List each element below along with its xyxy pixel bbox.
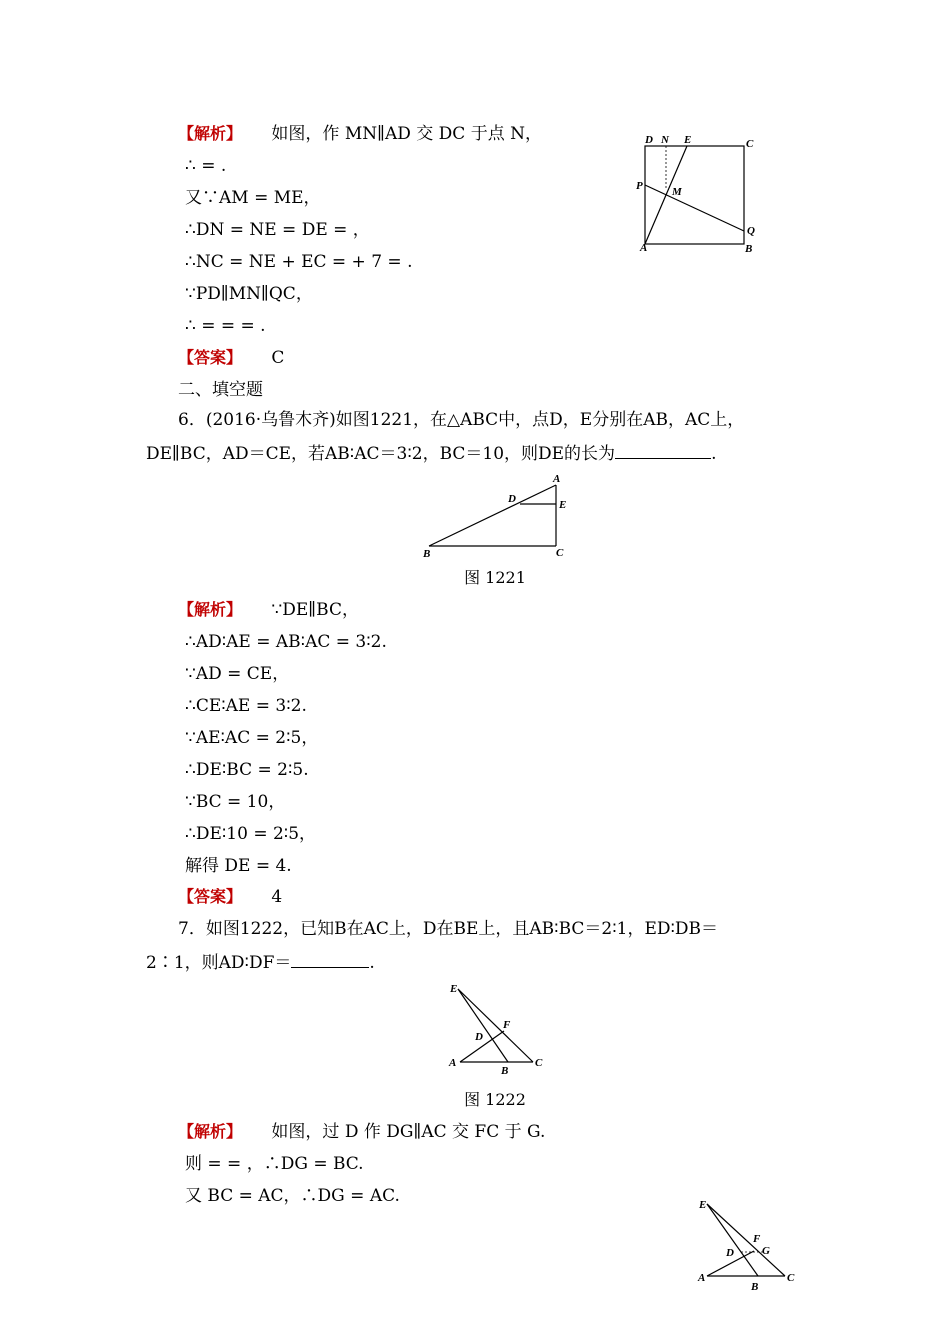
sol6-line7: ∵BC = 10， bbox=[185, 792, 286, 812]
q7-line2 bbox=[146, 949, 375, 975]
sol6-line4: ∴CE∶AE = 3∶2. bbox=[185, 696, 307, 716]
label-D: D bbox=[645, 134, 653, 146]
sol5-line4: ∴DN = NE = DE = ， bbox=[185, 220, 370, 240]
answer-tag: 【答案】 bbox=[178, 348, 243, 367]
sol5-line6: ∵PD∥MN∥QC， bbox=[185, 284, 313, 304]
sol7-line1 bbox=[178, 1120, 545, 1144]
figure-1221-caption: 图 1221 bbox=[464, 568, 526, 587]
figure-1221 bbox=[420, 474, 580, 564]
sol5-answer bbox=[178, 346, 284, 370]
answer-blank[interactable] bbox=[615, 440, 711, 459]
label-E: E bbox=[699, 1199, 707, 1211]
label-G: G bbox=[762, 1245, 770, 1257]
segment-ec bbox=[707, 1204, 785, 1276]
sol5-text1: 如图，作 MN∥AD 交 DC 于点 N， bbox=[271, 124, 542, 144]
analysis-tag: 【解析】 bbox=[178, 600, 243, 619]
sol5-line5: ∴NC = NE + EC = + 7 = . bbox=[185, 252, 413, 272]
label-D: D bbox=[475, 1031, 483, 1043]
answer-blank[interactable] bbox=[291, 949, 369, 968]
answer-value: C bbox=[271, 348, 285, 368]
q7-end: . bbox=[369, 953, 375, 973]
sol7-text1: 如图，过 D 作 DG∥AC 交 FC 于 G. bbox=[271, 1122, 546, 1142]
q6-end: . bbox=[711, 444, 717, 464]
sol6-line5: ∵AE∶AC = 2∶5， bbox=[185, 728, 319, 748]
answer-value: 4 bbox=[271, 887, 283, 907]
sol6-answer bbox=[178, 885, 282, 909]
label-Q: Q bbox=[747, 225, 755, 237]
label-E: E bbox=[450, 983, 458, 995]
sol5-line7: ∴ = = = . bbox=[185, 316, 266, 336]
sol5-line1 bbox=[178, 122, 542, 146]
sol5-line2: ∴ = . bbox=[185, 156, 227, 176]
label-A: A bbox=[640, 242, 648, 254]
label-D: D bbox=[508, 493, 516, 505]
sol6-text1: ∵DE∥BC， bbox=[271, 600, 359, 620]
figure-1222 bbox=[445, 982, 550, 1080]
label-E: E bbox=[559, 499, 567, 511]
q6-text2: DE∥BC，AD＝CE，若AB∶AC＝3∶2，BC＝10，则DE的长为 bbox=[146, 444, 616, 464]
label-B: B bbox=[423, 548, 431, 560]
q7-line1: 7．如图1222，已知B在AC上，D在BE上，且AB∶BC＝2∶1，ED∶DB＝ bbox=[178, 919, 719, 939]
label-E: E bbox=[684, 134, 692, 146]
sol5-line3: 又∵AM = ME， bbox=[185, 188, 321, 208]
answer-tag: 【答案】 bbox=[178, 887, 243, 906]
square-outline bbox=[645, 146, 744, 244]
sol6-line8: ∴DE∶10 = 2∶5， bbox=[185, 824, 317, 844]
q7-text2: 2∶1，则AD∶DF＝ bbox=[146, 953, 292, 973]
sol6-line1 bbox=[178, 598, 359, 622]
label-C: C bbox=[556, 547, 564, 559]
label-B: B bbox=[751, 1281, 759, 1293]
segment-eb bbox=[707, 1204, 758, 1276]
analysis-tag: 【解析】 bbox=[178, 1122, 243, 1141]
label-P: P bbox=[636, 180, 643, 192]
label-M: M bbox=[672, 186, 682, 198]
section-heading: 二、填空题 bbox=[178, 380, 263, 400]
segment-ab bbox=[429, 485, 556, 546]
q6-line1: 6．(2016·乌鲁木齐)如图1221，在△ABC中，点D，E分别在AB，AC上， bbox=[178, 410, 745, 430]
label-B: B bbox=[745, 243, 753, 255]
figure-1222-caption: 图 1222 bbox=[464, 1090, 526, 1109]
sol7-line3: 又 BC = AC，∴DG = AC. bbox=[185, 1186, 400, 1206]
label-A: A bbox=[449, 1057, 457, 1069]
segment-ec bbox=[458, 989, 533, 1062]
label-F: F bbox=[753, 1233, 761, 1245]
label-B: B bbox=[501, 1065, 509, 1077]
label-D: D bbox=[726, 1247, 734, 1259]
label-A: A bbox=[553, 473, 561, 485]
sol6-line3: ∵AD = CE， bbox=[185, 664, 290, 684]
figure-solution-7 bbox=[695, 1196, 805, 1294]
label-N: N bbox=[661, 134, 669, 146]
label-A: A bbox=[698, 1272, 706, 1284]
q6-line2 bbox=[146, 440, 716, 466]
segment-eb bbox=[458, 989, 508, 1062]
sol7-line2: 则 = = ，∴DG = BC. bbox=[185, 1154, 364, 1174]
figure-square bbox=[630, 130, 765, 255]
label-C: C bbox=[787, 1272, 795, 1284]
analysis-tag: 【解析】 bbox=[178, 124, 243, 143]
label-C: C bbox=[746, 138, 754, 150]
sol6-line6: ∴DE∶BC = 2∶5. bbox=[185, 760, 309, 780]
label-F: F bbox=[503, 1019, 511, 1031]
label-C: C bbox=[535, 1057, 543, 1069]
sol6-line9: 解得 DE = 4. bbox=[185, 856, 292, 876]
sol6-line2: ∴AD∶AE = AB∶AC = 3∶2. bbox=[185, 632, 387, 652]
